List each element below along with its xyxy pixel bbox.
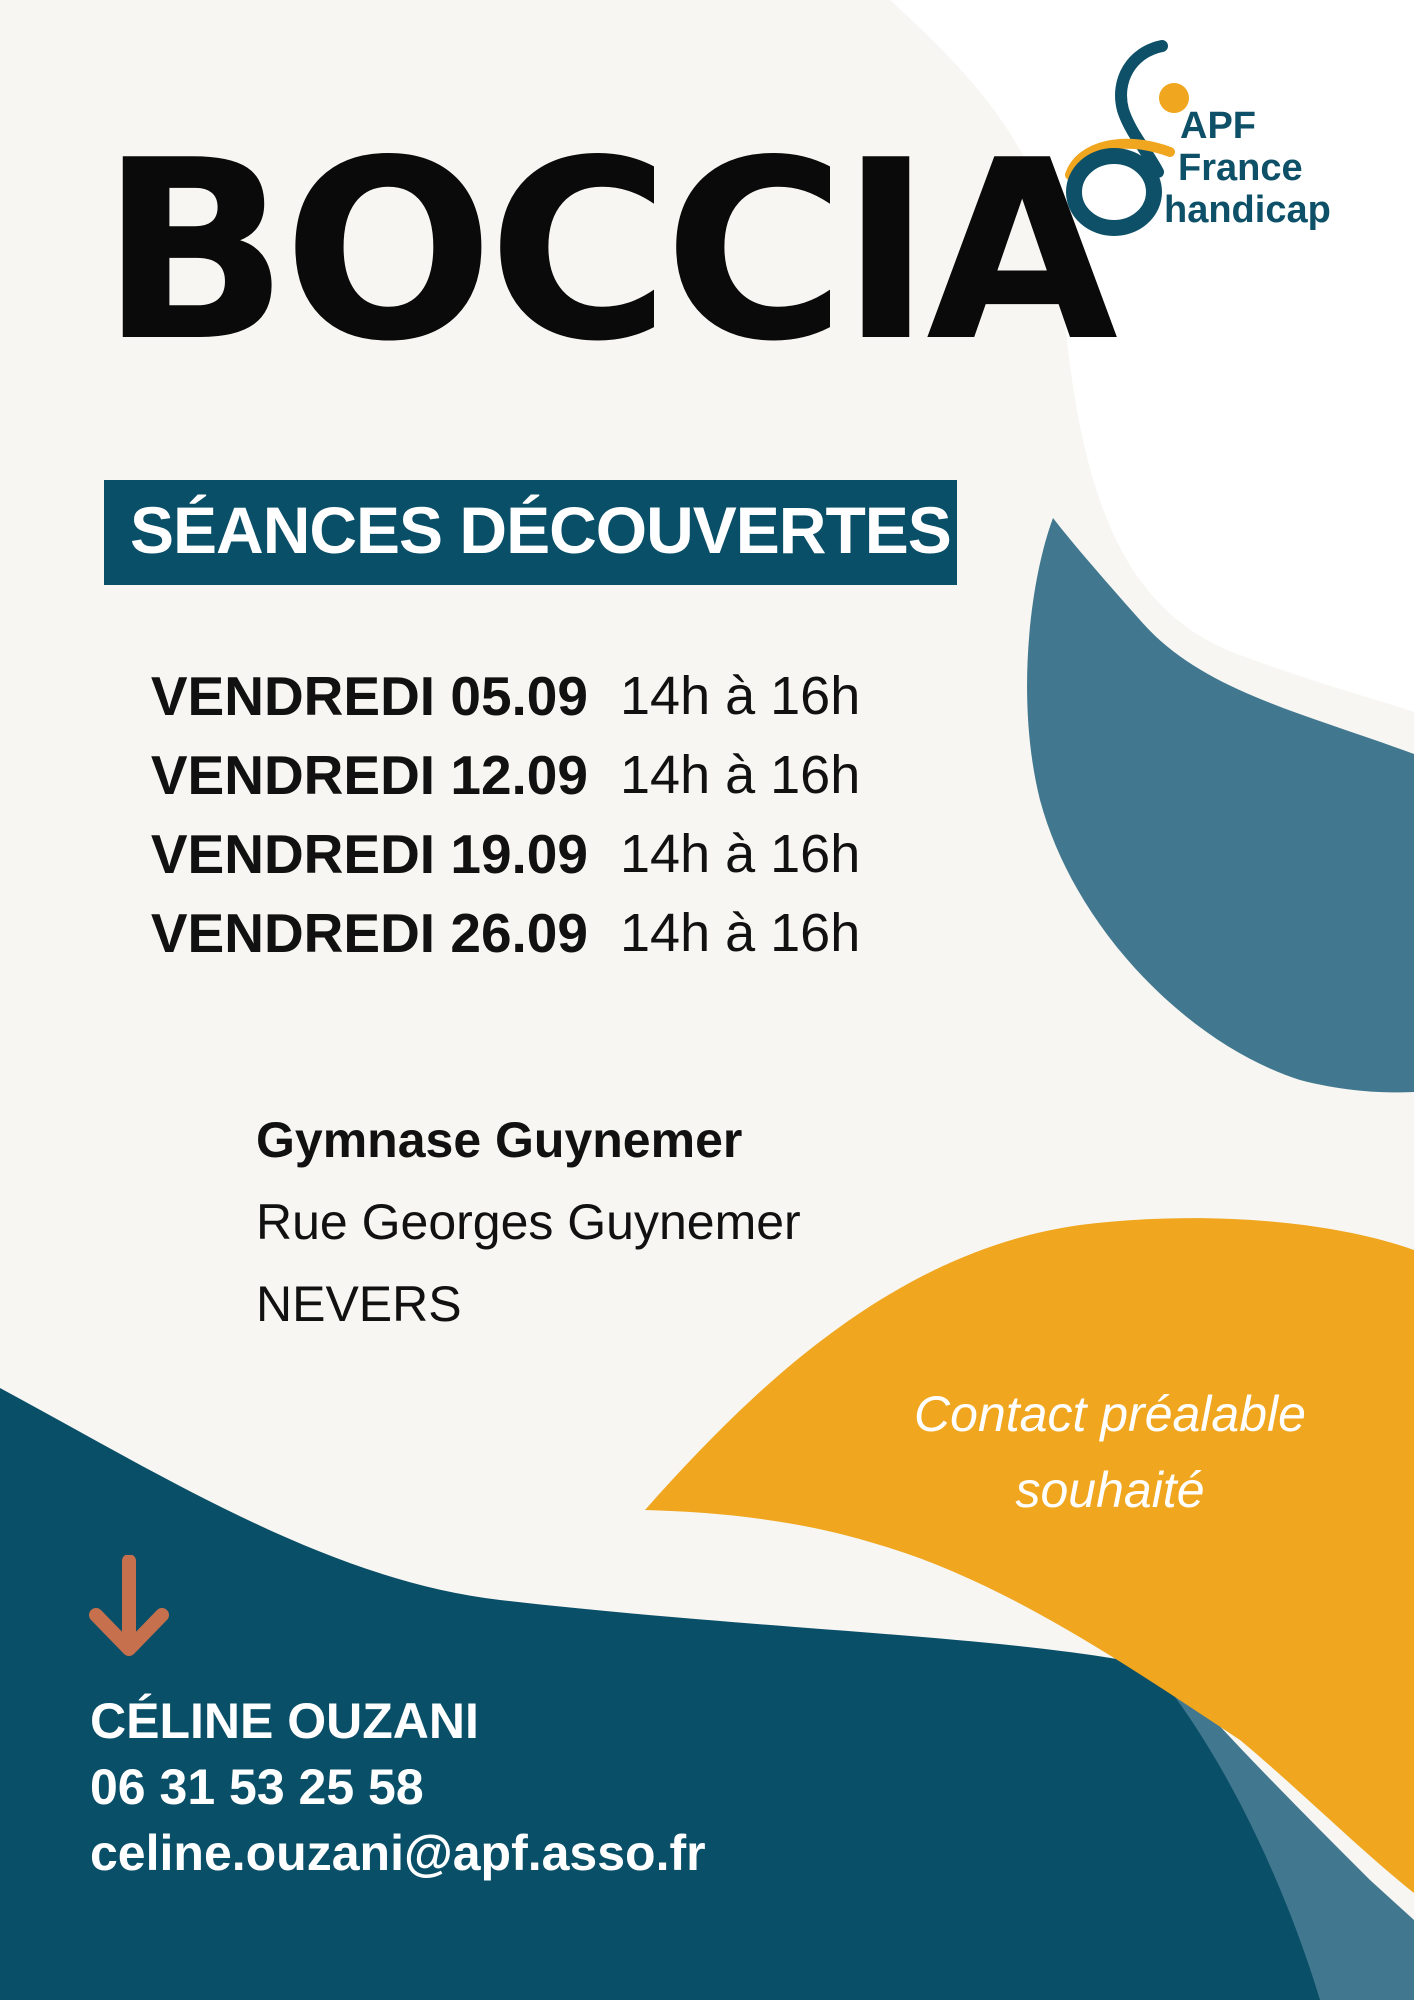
session-date: VENDREDI 19.09 [150, 823, 588, 885]
logo-ring [1074, 156, 1154, 228]
logo-line1: APF [1180, 105, 1256, 147]
venue-city: NEVERS [256, 1276, 462, 1332]
session-date: VENDREDI 05.09 [150, 665, 588, 727]
logo-line3: handicap [1164, 189, 1331, 231]
apf-logo-icon [1060, 40, 1400, 250]
venue-name: Gymnase Guynemer [256, 1112, 743, 1168]
contact-name: CÉLINE OUZANI [90, 1693, 479, 1749]
venue-street: Rue Georges Guynemer [256, 1194, 801, 1250]
contact-email[interactable]: celine.ouzani@apf.asso.fr [90, 1825, 706, 1881]
session-date: VENDREDI 12.09 [150, 744, 588, 806]
session-time: 14h à 16h [620, 903, 861, 963]
session-time: 14h à 16h [620, 745, 861, 805]
banner-label: SÉANCES DÉCOUVERTES [130, 493, 951, 567]
contact-note: Contact préalable souhaité [914, 1386, 1306, 1518]
session-time: 14h à 16h [620, 824, 861, 884]
logo-line2: France [1178, 147, 1303, 189]
poster-title: BOCCIA [100, 108, 1113, 396]
session-time: 14h à 16h [620, 666, 861, 726]
arrow-down-icon [88, 1555, 170, 1659]
session-date: VENDREDI 26.09 [150, 902, 588, 964]
contact-phone[interactable]: 06 31 53 25 58 [90, 1759, 424, 1815]
